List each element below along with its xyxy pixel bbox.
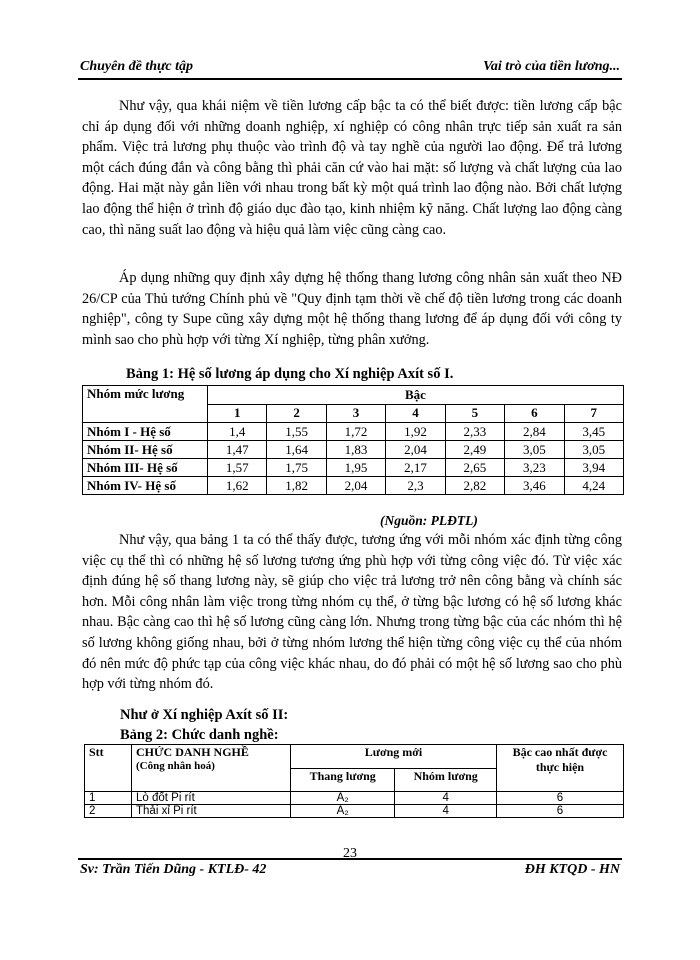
scale-cell: A₂: [291, 805, 395, 818]
table2-max-header: Bậc cao nhất được thực hiện: [497, 745, 624, 792]
level-cell: 1: [208, 404, 267, 423]
coefficient-cell: 2,17: [386, 459, 445, 477]
coefficient-cell: 2,04: [386, 441, 445, 459]
stt-cell: 1: [85, 792, 132, 805]
coefficient-cell: 2,65: [445, 459, 504, 477]
level-cell: 3: [326, 404, 385, 423]
coefficient-cell: 1,83: [326, 441, 385, 459]
coefficient-cell: 3,05: [564, 441, 623, 459]
coefficient-cell: 1,57: [208, 459, 267, 477]
table-row: [83, 441, 624, 459]
level-cell: 6: [505, 404, 564, 423]
job-title-cell: Thải xỉ Pi rít: [132, 805, 291, 818]
coefficient-cell: 1,92: [386, 423, 445, 441]
table-row: [83, 423, 624, 441]
scale-cell: A₂: [291, 792, 395, 805]
coefficient-cell: 3,45: [564, 423, 623, 441]
coefficient-cell: 2,04: [326, 477, 385, 495]
page-number: 23: [343, 846, 357, 861]
job-title-table: [84, 744, 624, 818]
table2-stt-header: Stt: [85, 745, 132, 792]
coefficient-cell: 3,05: [505, 441, 564, 459]
table2-caption: Bảng 2: Chức danh nghề:: [120, 727, 279, 743]
table1-group-header: Nhóm mức lương: [83, 386, 208, 423]
level-cell: 4: [386, 404, 445, 423]
header-left: Chuyên đề thực tập: [80, 59, 194, 74]
coefficient-cell: 1,75: [267, 459, 326, 477]
table2-title-main: CHỨC DANH NGHỀ: [136, 745, 249, 759]
table2-salary-header: Lương mới: [291, 745, 497, 769]
max-level-cell: 6: [497, 805, 624, 818]
coefficient-cell: 1,4: [208, 423, 267, 441]
coefficient-cell: 2,82: [445, 477, 504, 495]
coefficient-cell: 2,49: [445, 441, 504, 459]
paragraph-1: Như vậy, qua khái niệm về tiền lương cấp bậc ta có thể biết được: tiền lương cấp bậc chỉ áp dụng đối với những doanh nghiệp, xí nghiệp có công nhân trực tiếp sản xuất ra sản phẩm. Việc trả lương phụ thuộc vào trình độ và tay nghề của người lao động. Để trả lương một cách đúng đắn và công bằng thì phải căn cứ vào hai mặt: số lượng và chất lượng của lao động. Hai mặt này gắn liền với nhau trong bất kỳ một quá trình lao động nào. Bởi chất lượng lao động thể hiện ở trình độ giáo dục đào tạo, kinh nhiệm kỹ năng. Chất lượng lao động càng cao, thì năng suất lao động và hiệu quả làm việc cũng càng cao.: [82, 98, 622, 238]
coefficient-cell: 1,64: [267, 441, 326, 459]
section-heading: Như ở Xí nghiệp Axít số II:: [120, 707, 289, 723]
coefficient-cell: 1,82: [267, 477, 326, 495]
job-title-cell: Lò đốt Pi rít: [132, 792, 291, 805]
coefficient-cell: 1,95: [326, 459, 385, 477]
group-label: Nhóm II- Hệ số: [83, 441, 208, 459]
group-label: Nhóm IV- Hệ số: [83, 477, 208, 495]
table-row: [85, 805, 624, 818]
group-label: Nhóm III- Hệ số: [83, 459, 208, 477]
page-footer: [78, 858, 622, 882]
coefficient-cell: 2,84: [505, 423, 564, 441]
stt-cell: 2: [85, 805, 132, 818]
table-row: [85, 792, 624, 805]
header-right: Vai trò của tiền lương...: [483, 59, 620, 74]
level-cell: 5: [445, 404, 504, 423]
coefficient-cell: 2,3: [386, 477, 445, 495]
coefficient-cell: 1,47: [208, 441, 267, 459]
footer-right: ĐH KTQD - HN: [524, 862, 620, 877]
level-cell: 7: [564, 404, 623, 423]
paragraph-3: Như vậy, qua bảng 1 ta có thể thấy được, tương ứng với mỗi nhóm xác định từng công việc cụ thể thì có những hệ số lương tương ứng phù hợp với từng công việc đó. Từ việc xác định đúng hệ số thang lương này, sẽ giúp cho việc trả lương trở nên công bằng và chính sác hơn. Mỗi công nhân làm việc trong từng nhóm cụ thể, ở từng bậc lương có hệ số lương khác nhau. Bậc càng cao thì hệ số lương cũng càng lớn. Nhưng trong từng bậc của các nhóm thì hệ số lương không giống nhau, bởi ở từng nhóm lương thể hiện từng công việc cụ thể của nhóm đó nên mức độ phức tạp của công việc khác nhau, do đó phải có một hệ số lương sao cho phù hợp với từng nhóm đó.: [82, 532, 622, 693]
coefficient-cell: 3,46: [505, 477, 564, 495]
table-row: [83, 477, 624, 495]
coefficient-cell: 3,23: [505, 459, 564, 477]
coefficient-cell: 4,24: [564, 477, 623, 495]
table-row: [83, 459, 624, 477]
group-cell: 4: [395, 792, 497, 805]
group-label: Nhóm I - Hệ số: [83, 423, 208, 441]
max-level-cell: 6: [497, 792, 624, 805]
coefficient-cell: 3,94: [564, 459, 623, 477]
page-header: [78, 56, 622, 80]
footer-left: Sv: Trần Tiến Dũng - KTLĐ- 42: [80, 862, 267, 877]
level-cell: 2: [267, 404, 326, 423]
coefficient-cell: 2,33: [445, 423, 504, 441]
table1-source: (Nguồn: PLĐTL): [380, 513, 478, 528]
coefficient-cell: 1,72: [326, 423, 385, 441]
table2-title-header: [132, 745, 291, 792]
table1-caption: Bảng 1: Hệ số lương áp dụng cho Xí nghiệp Axít số I.: [126, 366, 454, 382]
coefficient-cell: 1,55: [267, 423, 326, 441]
table2-group-header: Nhóm lương: [395, 768, 497, 792]
table1-level-header: Bậc: [208, 386, 624, 405]
coefficient-cell: 1,62: [208, 477, 267, 495]
table2-scale-header: Thang lương: [291, 768, 395, 792]
paragraph-2: Áp dụng những quy định xây dựng hệ thống thang lương công nhân sản xuất theo NĐ 26/CP của Thủ tướng Chính phủ về "Quy định tạm thời về chế độ tiền lương trong các doanh nghiệp", công ty Supe cũng xây dựng một hệ thống thang lương để áp dụng đối với công ty mình sao cho phù hợp với từng Xí nghiệp, từng phân xưởng.: [82, 270, 622, 348]
table2-title-sub: (Công nhân hoá): [136, 760, 215, 772]
group-cell: 4: [395, 805, 497, 818]
coefficient-table: [82, 385, 624, 495]
